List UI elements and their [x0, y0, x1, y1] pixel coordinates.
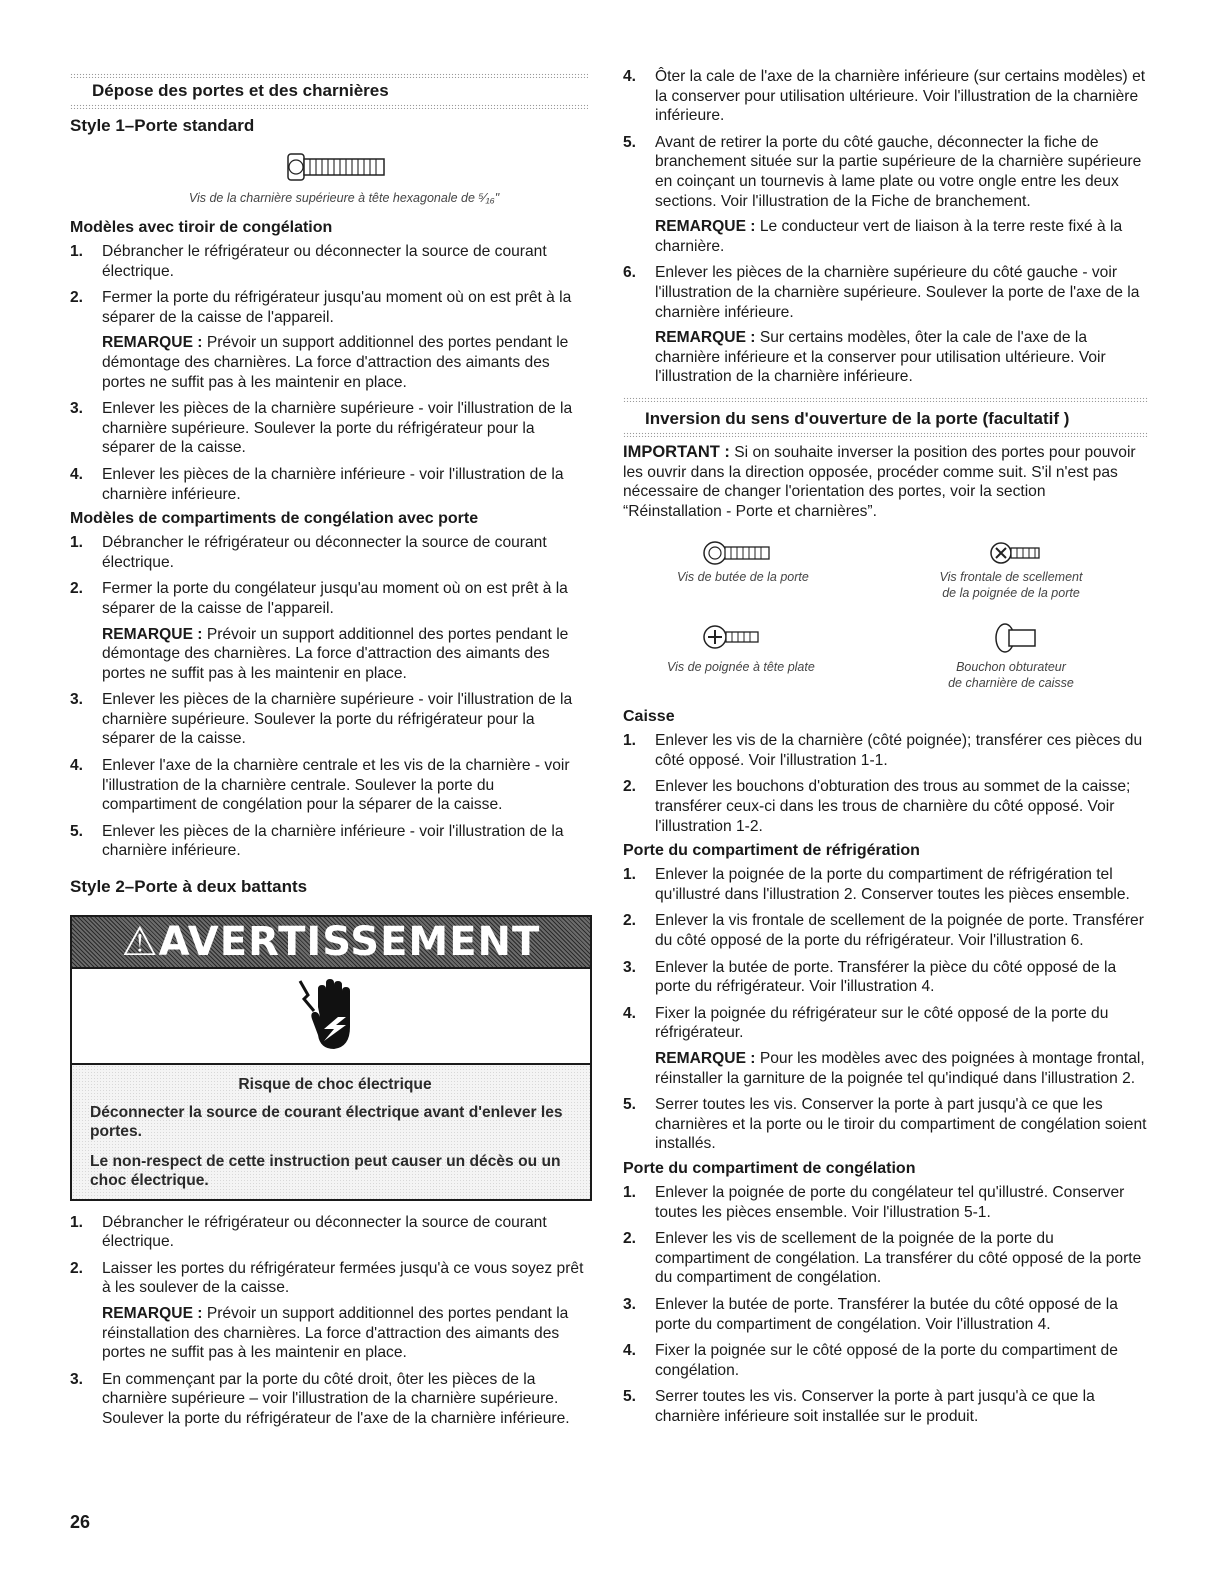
step-text: Fermer la porte du congélateur jusqu'au moment où on est prêt à la séparer de la caisse de l'appareil. [102, 580, 568, 617]
step-text: Enlever la poignée de porte du congélateur tel qu'illustré. Conserver toutes les pièces ensemble. Voir l'illustration 5-1. [655, 1183, 1125, 1221]
warning-line1: Déconnecter la source de courant électrique avant d'enlever les portes. [90, 1103, 563, 1141]
hinge-plug-icon [993, 621, 1043, 655]
note-label: REMARQUE : [102, 1304, 203, 1322]
right-column [623, 0, 1148, 1434]
step-number: 1. [623, 866, 637, 884]
step-item [623, 777, 1148, 836]
handle-mount-screw-icon [989, 539, 1045, 567]
flat-head-screw-icon [703, 621, 763, 653]
step-item [70, 242, 588, 281]
step-text: Enlever les pièces de la charnière supérieure - voir l'illustration de la charnière supérieure. Soulever la porte du réfrigérateur pour la séparer de la caisse. [102, 691, 573, 748]
mount-screw-caption-line1: Vis frontale de scellement [939, 570, 1083, 585]
note-text: Pour les modèles avec des poignées à montage frontal, réinstaller la garniture de la poignée tel qu'indiqué dans l'illustration 2. [655, 1050, 1145, 1087]
step-item [623, 1387, 1148, 1426]
step-number: 4. [623, 1342, 637, 1360]
important-label: IMPORTANT : [623, 442, 730, 461]
section-title-inversion: Inversion du sens d'ouverture de la porte (facultatif ) [645, 408, 1070, 428]
group3-steps [70, 1213, 588, 1429]
step-item [623, 1295, 1148, 1334]
mount-screw-figure [989, 539, 1045, 572]
group2-title: Modèles de compartiments de congélation avec porte [70, 510, 479, 528]
step-item [70, 822, 588, 861]
step-number: 3. [623, 1295, 637, 1313]
step-note [102, 333, 588, 392]
step-item [70, 1213, 588, 1252]
freezer-door-title: Porte du compartiment de congélation [623, 1159, 916, 1177]
step-number: 3. [70, 1370, 84, 1388]
mount-screw-caption-line2: de la poignée de la porte [942, 586, 1080, 601]
step-text: Serrer toutes les vis. Conserver la porte à part jusqu'à ce que la charnière inférieure soit installée sur le produit. [655, 1388, 1095, 1425]
step-item [70, 579, 588, 683]
section-divider [623, 432, 1148, 437]
section-title: Dépose des portes et des charnières [92, 81, 389, 100]
step-text: Enlever l'axe de la charnière centrale et les vis de la charnière - voir l'illustration de la charnière centrale. Soulever la porte du compartiment de congélation pour la séparer de la caisse. [102, 757, 570, 814]
step-number: 2. [70, 580, 84, 598]
warning-banner: ⚠AVERTISSEMENT [72, 917, 590, 967]
step-item [70, 288, 588, 392]
step-number: 1. [623, 732, 637, 750]
step-text: Débrancher le réfrigérateur ou déconnecter la source de courant électrique. [102, 534, 547, 571]
style1-title: Style 1–Porte standard [70, 116, 255, 135]
step-item [70, 756, 588, 815]
step-note [102, 625, 588, 684]
step-text: Débrancher le réfrigérateur ou déconnecter la source de courant électrique. [102, 1213, 547, 1251]
step-item [70, 399, 588, 458]
step-item [70, 690, 588, 749]
step-number: 5. [70, 822, 84, 840]
step-item [623, 911, 1148, 950]
step-text: Enlever la butée de porte. Transférer la pièce du côté opposé de la porte du réfrigérateur. Voir l'illustration 4. [655, 958, 1117, 996]
step-number: 4. [623, 1004, 637, 1022]
step-number: 1. [70, 1213, 84, 1231]
style2-title: Style 2–Porte à deux battants [70, 877, 308, 897]
caisse-steps [623, 731, 1148, 836]
electric-shock-hand-icon [294, 977, 364, 1057]
step-text: Fermer la porte du réfrigérateur jusqu'au moment où on est prêt à la séparer de la caisse de l'appareil. [102, 289, 572, 326]
step-item [70, 533, 588, 572]
step-item [70, 1370, 588, 1429]
step-number: 4. [623, 68, 637, 85]
step-text: Enlever les pièces de la charnière supérieure - voir l'illustration de la charnière supérieure. Soulever la porte du réfrigérateur pour la séparer de la caisse. [102, 400, 573, 457]
note-text: Prévoir un support additionnel des portes pendant le démontage des charnières. La force d'attraction des aimants des portes ne suffit pas à les maintenir en place. [102, 334, 569, 391]
hex-hinge-screw-figure [70, 144, 588, 190]
step-note [655, 217, 1148, 256]
step-number: 1. [70, 534, 84, 552]
step-item [70, 1259, 588, 1363]
step-number: 1. [70, 243, 84, 260]
step-note [655, 1049, 1148, 1088]
step-note [102, 1304, 588, 1363]
step-number: 2. [623, 1230, 637, 1248]
door-stop-caption: Vis de butée de la porte [677, 570, 809, 585]
step-text: Enlever les pièces de la charnière inférieure - voir l'illustration de la charnière inférieure. [102, 822, 564, 860]
warning-risk: Risque de choc électrique [238, 1076, 432, 1094]
step-text: Enlever la butée de porte. Transférer la butée du côté opposé de la porte du compartiment de congélation. Voir l'illustration 4. [655, 1295, 1118, 1333]
step-item [623, 1229, 1148, 1288]
fridge-door-title: Porte du compartiment de réfrigération [623, 842, 920, 860]
step-number: 5. [623, 1096, 637, 1114]
warning-icon-area [72, 967, 590, 1065]
note-label: REMARQUE : [655, 329, 756, 347]
step-number: 3. [70, 400, 84, 418]
step-text: Ôter la cale de l'axe de la charnière inférieure (sur certains modèles) et la conserver pour utilisation ultérieure. Voir l'illustration de la charnière inférieure. [655, 68, 1146, 125]
step-text: En commençant par la porte du côté droit, ôter les pièces de la charnière supérieure – voir l'illustration de la charnière supérieure. Soulever la porte du réfrigérateur de l'axe de la charnière inférieure. [102, 1370, 570, 1427]
step-number: 5. [623, 1388, 637, 1406]
note-label: REMARQUE : [655, 218, 756, 236]
hinge-plug-figure [993, 621, 1043, 660]
step-number: 3. [623, 958, 637, 976]
important-paragraph [623, 443, 1148, 521]
step-number: 2. [623, 912, 637, 930]
step-text: Enlever les vis de scellement de la poignée de la porte du compartiment de congélation. La transférer du côté opposé de la porte du compartiment de congélation. [655, 1230, 1142, 1287]
group2-steps [70, 533, 588, 861]
step-text: Enlever la vis frontale de scellement de la poignée de porte. Transférer du côté opposé de la porte du réfrigérateur. Voir l'illustration 6. [655, 912, 1144, 950]
step-number: 5. [623, 133, 637, 151]
note-text: Prévoir un support additionnel des portes pendant le démontage des charnières. La force d'attraction des aimants des portes ne suffit pas à les maintenir en place. [102, 625, 569, 682]
step-item [70, 465, 588, 504]
warning-text [72, 1065, 590, 1199]
page-number: 26 [70, 1512, 91, 1532]
step-note [655, 328, 1148, 387]
door-stop-screw-figure [703, 539, 773, 572]
freezer-door-steps [623, 1183, 1148, 1427]
note-label: REMARQUE : [102, 625, 203, 643]
step-number: 4. [70, 465, 84, 483]
flat-head-caption: Vis de poignée à tête plate [667, 660, 815, 675]
step-item [623, 133, 1148, 257]
step-text: Fixer la poignée du réfrigérateur sur le côté opposé de la porte du réfrigérateur. [655, 1004, 1109, 1042]
mount-screw-caption [921, 569, 1101, 601]
hinge-plug-caption-line2: de charnière de caisse [948, 676, 1074, 691]
step-text: Enlever les bouchons d'obturation des trous au sommet de la caisse; transférer ceux-ci dans les trous de charnière du côté opposé. Voir l'illustration 1-2. [655, 778, 1131, 835]
step-number: 1. [623, 1183, 637, 1201]
step-item [623, 1183, 1148, 1222]
hinge-plug-caption [921, 659, 1101, 691]
step-number: 6. [623, 264, 637, 282]
section-divider [70, 104, 588, 109]
note-label: REMARQUE : [655, 1050, 756, 1067]
step-text: Enlever les pièces de la charnière inférieure - voir l'illustration de la charnière inférieure. [102, 465, 564, 503]
step-text: Enlever les pièces de la charnière supérieure du côté gauche - voir l'illustration de la charnière supérieure. Soulever la porte de l'axe de la charnière inférieure. [655, 264, 1140, 321]
step-item [623, 67, 1148, 126]
fridge-door-steps [623, 865, 1148, 1154]
continued-steps [623, 67, 1148, 387]
step-number: 2. [623, 778, 637, 796]
step-number: 3. [70, 691, 84, 709]
hex-screw-icon [284, 148, 394, 188]
group1-title: Modèles avec tiroir de congélation [70, 219, 333, 236]
warning-box [70, 915, 592, 1201]
step-text: Laisser les portes du réfrigérateur fermées jusqu'à ce vous soyez prêt à les soulever de la caisse. [102, 1259, 584, 1297]
important-text: Si on souhaite inverser la position des portes pour pouvoir les ouvrir dans la direction opposée, procéder comme suit. S'il n'est pas nécessaire de changer l'orientation des portes, voir la section “Réinstallation - Porte et charnières”. [623, 443, 1136, 520]
note-label: REMARQUE : [102, 334, 203, 352]
note-text: Prévoir un support additionnel des portes pendant la réinstallation des charnières. La force d'attraction des aimants des portes ne suffit pas à les maintenir en place. [102, 1304, 569, 1362]
step-text: Serrer toutes les vis. Conserver la porte à part jusqu'à ce que les charnières et la porte ou le tiroir du compartiment de congélation soient installés. [655, 1096, 1147, 1153]
left-column [70, 0, 588, 1435]
step-item [623, 1095, 1148, 1154]
step-number: 2. [70, 289, 84, 307]
door-stop-screw-icon [703, 539, 773, 567]
step-item [623, 1341, 1148, 1380]
parts-figure [623, 529, 1148, 707]
warning-line2: Le non-respect de cette instruction peut causer un décès ou un choc électrique. [90, 1152, 561, 1190]
caisse-title: Caisse [623, 708, 675, 726]
step-item [623, 865, 1148, 904]
hinge-plug-caption-line1: Bouchon obturateur [956, 660, 1066, 675]
step-item [623, 731, 1148, 770]
note-text: Le conducteur vert de liaison à la terre reste fixé à la charnière. [655, 218, 1123, 255]
hinge-screw-caption: Vis de la charnière supérieure à tête hexagonale de ⁵⁄₁₆" [188, 191, 500, 205]
note-text: Sur certains modèles, ôter la cale de l'axe de la charnière inférieure et la conserver pour utilisation ultérieure. Voir l'illustration de la charnière inférieure. [655, 329, 1106, 386]
step-text: Fixer la poignée sur le côté opposé de la porte du compartiment de congélation. [655, 1342, 1118, 1379]
step-item [623, 1004, 1148, 1088]
step-text: Avant de retirer la porte du côté gauche, déconnecter la fiche de branchement située sur la partie supérieure de la charnière supérieure en coinçant un tournevis à lame plate ou votre ongle entre les deux sections. Voir l'illustration de la Fiche de branchement. [655, 133, 1142, 210]
step-text: Enlever les vis de la charnière (côté poignée); transférer ces pièces du côté opposé. Voir l'illustration 1-1. [655, 732, 1143, 769]
step-number: 4. [70, 757, 84, 775]
step-number: 2. [70, 1259, 84, 1277]
step-item [623, 958, 1148, 997]
group1-steps [70, 242, 588, 504]
step-text: Débrancher le réfrigérateur ou déconnecter la source de courant électrique. [102, 243, 547, 280]
flat-head-screw-figure [703, 621, 763, 658]
step-text: Enlever la poignée de la porte du compartiment de réfrigération tel qu'illustré dans l'illustration 2. Conserver toutes les pièces ensemble. [655, 866, 1130, 903]
step-item [623, 263, 1148, 387]
